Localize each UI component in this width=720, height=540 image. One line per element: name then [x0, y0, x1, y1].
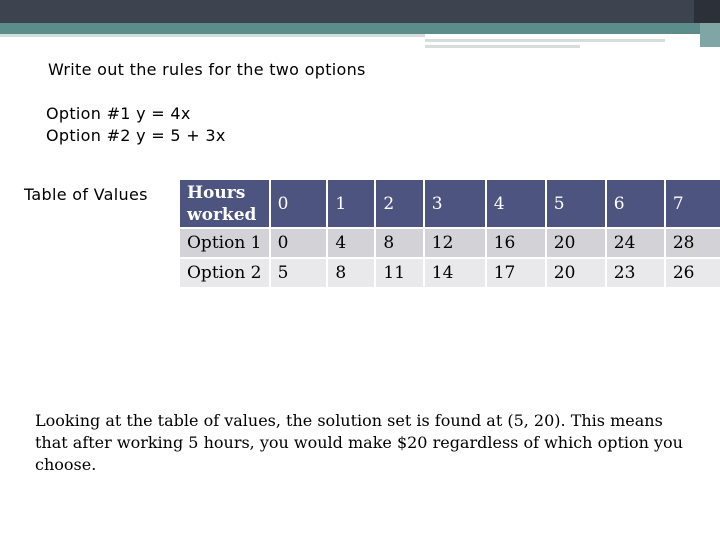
table-label: Table of Values — [24, 185, 148, 204]
row-label: Option 1 — [180, 228, 270, 258]
decorative-line — [425, 45, 580, 48]
values-table — [180, 180, 720, 287]
top-bar-corner — [694, 0, 720, 23]
slide-heading: Write out the rules for the two options — [48, 60, 366, 79]
header-cell: 0 — [270, 180, 328, 228]
decorative-line — [425, 39, 665, 42]
option-2-rule: Option #2 y = 5 + 3x — [46, 126, 226, 145]
header-cell: 3 — [424, 180, 486, 228]
table-cell: 8 — [327, 258, 375, 287]
table-cell: 12 — [424, 228, 486, 258]
table-cell: 16 — [486, 228, 546, 258]
header-cell: 6 — [606, 180, 665, 228]
table-cell: 8 — [375, 228, 423, 258]
table-cell: 17 — [486, 258, 546, 287]
row-label: Option 2 — [180, 258, 270, 287]
accent-band — [0, 23, 720, 34]
table-cell: 14 — [424, 258, 486, 287]
table-cell: 23 — [606, 258, 665, 287]
table-cell: 5 — [270, 258, 328, 287]
header-cell: 5 — [546, 180, 606, 228]
header-cell: Hours worked — [180, 180, 270, 228]
table-cell: 28 — [665, 228, 720, 258]
table-header-row — [180, 180, 720, 228]
top-bar — [0, 0, 720, 23]
table-cell: 20 — [546, 228, 606, 258]
header-cell: 7 — [665, 180, 720, 228]
table-cell: 26 — [665, 258, 720, 287]
table-cell: 11 — [375, 258, 423, 287]
table-row — [180, 258, 720, 287]
table-cell: 20 — [546, 258, 606, 287]
header-cell: 2 — [375, 180, 423, 228]
accent-band-corner — [700, 23, 720, 47]
table-cell: 0 — [270, 228, 328, 258]
conclusion-paragraph: Looking at the table of values, the solution set is found at (5, 20). This means that after working 5 hours, you would make $20 regardless of which option you choose. — [35, 411, 683, 474]
option-1-rule: Option #1 y = 4x — [46, 104, 191, 123]
table-row — [180, 228, 720, 258]
decorative-line — [0, 34, 425, 37]
header-cell: 4 — [486, 180, 546, 228]
table-cell: 4 — [327, 228, 375, 258]
table-cell: 24 — [606, 228, 665, 258]
header-cell: 1 — [327, 180, 375, 228]
